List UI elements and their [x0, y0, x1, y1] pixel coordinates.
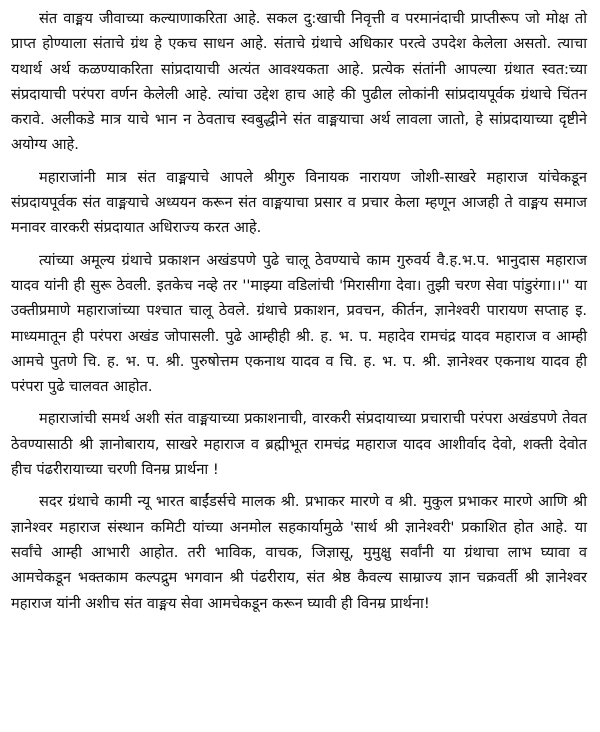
paragraph-4: महाराजांची समर्थ अशी संत वाङ्मयाच्या प्रकाशनाची, वारकरी संप्रदायाच्या प्रचाराची परंपरा अखंडपणे तेवत ठेवण्यासाठी श्री ज्ञानोबाराय, साखरे महाराज व ब्रह्मीभूत रामचंद्र महाराज यादव आशीर्वाद देवो, शक्ती देवोत हीच पंढरीरायाच्या चरणी विनम्र प्रार्थना ! — [11, 410, 587, 479]
paragraph-5: सदर ग्रंथाचे कामी न्यू भारत बाईंडर्सचे मालक श्री. प्रभाकर मारणे व श्री. मुकुल प्रभाकर मारणे आणि श्री ज्ञानेश्वर महाराज संस्थान कमिटी यांच्या अनमोल सहकार्यामुळे 'सार्थ श्री ज्ञानेश्वरी' प्रकाशित होत आहे. या सर्वांचे आम्ही आभारी आहोत. तरी भाविक, वाचक, जिज्ञासू, मुमुक्षु सर्वांनी या ग्रंथाचा लाभ घ्यावा व आमचेकडून भक्तकाम कल्पद्रुम भगवान श्री पंढरीराय, संत श्रेष्ठ कैवल्य साम्राज्य ज्ञान चक्रवर्ती श्री ज्ञानेश्वर महाराज यांनी अशीच संत वाङ्मय सेवा आमचेकडून करून घ्यावी ही विनम्र प्रार्थना! — [11, 493, 587, 612]
paragraph-2: महाराजांनी मात्र संत वाङ्मयाचे आपले श्रीगुरु विनायक नारायण जोशी-साखरे महाराज यांचेकडून संप्रदायपूर्वक संत वाङ्मयाचे अध्ययन करून संत वाङ्मयाचा प्रसार व प्रचार केला म्हणून आजही ते वाङ्मय समाज मनावर वारकरी संप्रदायात अधिराज्य करत आहे. — [11, 168, 587, 237]
paragraph-3: त्यांच्या अमूल्य ग्रंथाचे प्रकाशन अखंडपणे पुढे चालू ठेवण्याचे काम गुरुवर्य वै.ह.भ.प. भानुदास महाराज यादव यांनी ही सुरू ठेवली. इतकेच नव्हे तर ''माझ्या वडिलांची 'मिरासीगा देवा। तुझी चरण सेवा पांडुरंगा।।'' या उक्तीप्रमाणे महाराजांच्या पश्चात चालू ठेवले. ग्रंथाचे प्रकाशन, प्रवचन, कीर्तन, ज्ञानेश्वरी पारायण सप्ताह इ. माध्यमातून ही परंपरा अखंड जोपासली. पुढे आम्हीही श्री. ह. भ. प. महादेव रामचंद्र यादव महाराज व आम्ही आमचे पुतणे चि. ह. भ. प. श्री. पुरुषोत्तम एकनाथ यादव व चि. ह. भ. प. श्री. ज्ञानेश्वर एकनाथ यादव ही परंपरा पुढे चालवत आहोत. — [11, 251, 587, 396]
paragraph-1: संत वाङ्मय जीवाच्या कल्याणाकरिता आहे. सकल दु:खाची निवृत्ती व परमानंदाची प्राप्तीरूप जो मोक्ष तो प्राप्त होण्याला संताचे ग्रंथ हे एकच साधन आहे. संताचे ग्रंथाचे अधिकार परत्वे उपदेश केलेला असतो. त्याचा यथार्थ अर्थ कळण्याकरिता सांप्रदायाची अत्यंत आवश्यकता आहे. प्रत्येक संतांनी आपल्या ग्रंथात स्वत:च्या संप्रदायाची परंपरा वर्णन केलेली आहे. त्यांचा उद्देश हाच आहे की पुढील लोकांनी सांप्रदायपूर्वक ग्रंथाचे चिंतन करावे. अलीकडे मात्र याचे भान न ठेवताच स्वबुद्धीने संत वाङ्मयाचा अर्थ लावला जातो, हे सांप्रदायाच्या दृष्टीने अयोग्य आहे. — [11, 10, 587, 154]
